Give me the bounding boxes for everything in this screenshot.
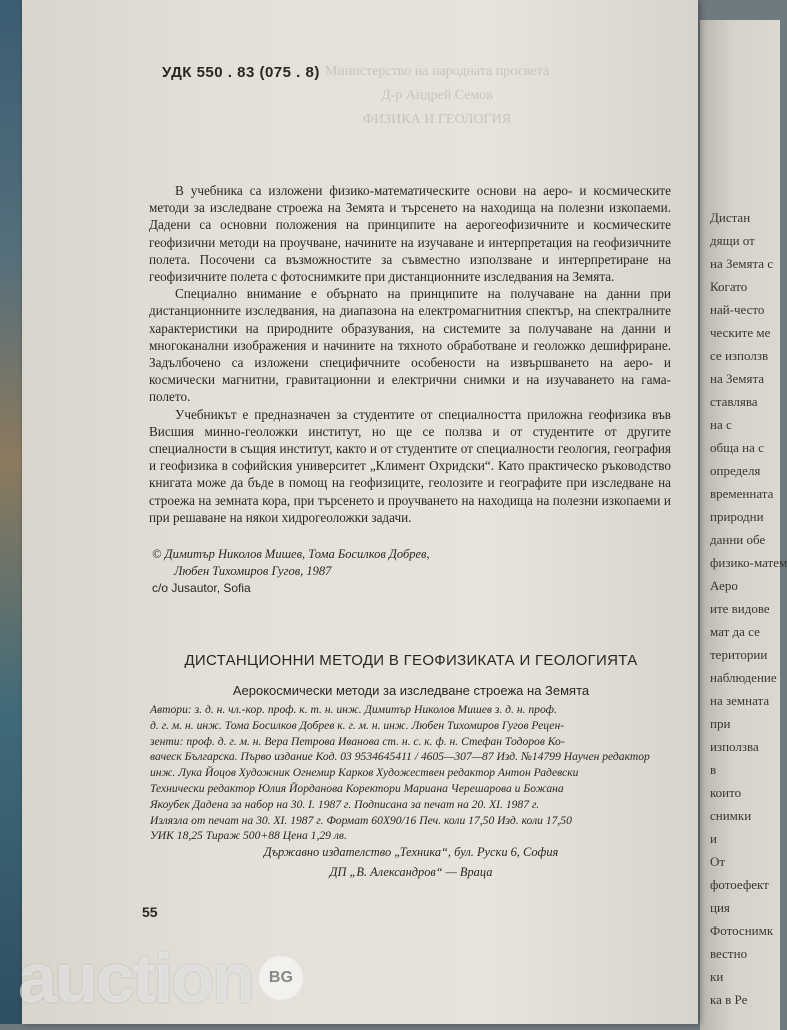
facing-page-line: временната — [710, 486, 774, 501]
facing-page-line: дящи от — [710, 233, 755, 248]
facing-page-line: Дистан — [710, 210, 751, 225]
imprint-line: д. г. м. н. инж. Тома Босилков Добрев к. г. м. н. инж. Любен Тихомиров Гугов Рецен- — [150, 718, 565, 732]
facing-page-line: ставлява — [710, 394, 758, 409]
facing-page-line: при — [710, 716, 731, 731]
facing-page-line: физико-матем — [710, 555, 787, 570]
facing-page-line: определя — [710, 463, 761, 478]
facing-page-line: вестно — [710, 946, 748, 961]
watermark-text: auction — [18, 939, 253, 1017]
show-through-text — [272, 60, 602, 132]
imprint-line: Автори: з. д. н. чл.-кор. проф. к. т. н. инж. Димитър Николов Мишев з. д. н. проф. — [150, 703, 557, 716]
copyright-authors-cont: Любен Тихомиров Гугов, 1987 — [174, 564, 332, 578]
imprint-line: Излязла от печат на 30. XI. 1987 г. Формат 60Х90/16 Печ. коли 17,50 Изд. коли 17,50 — [150, 813, 572, 827]
imprint-block — [150, 702, 672, 844]
facing-page-line: Фотоснимк — [710, 923, 774, 938]
auction-watermark — [18, 938, 303, 1018]
facing-page-line: в — [710, 762, 717, 777]
imprint-line: инж. Лука Йоцов Художник Огнемир Карков Художествен редактор Антон Радевски — [150, 766, 579, 780]
facing-page-line: обща на с — [710, 440, 764, 455]
imprint-line: Технически редактор Юлия Йорданова Коректори Мариана Черешарова и Божана — [150, 781, 564, 795]
facing-page-line: ка в Ре — [710, 992, 748, 1007]
abstract-paragraph: В учебника са изложени физико-математическите основи на аеро- и космическите методи за изследване строежа на Земята и търсенето на находища на полезни изкопаеми. Дадени са основни положения на принципите на аерогеофизичните и космическите геофизични методи на проучване, начините на изучаване и интерпретация на геофизичните полета. Посочени са възможностите за съвместно използване и интерпретиране на геофизичните полета с фотоснимките при дистанционните изследвания на Земята. — [149, 183, 671, 285]
copyright-notice — [152, 546, 572, 597]
facing-page-line: наблюдение — [710, 670, 777, 685]
abstract-paragraph: Специално внимание е обърнато на принципите на получаване на данни при дистанционните изследвания, на диапазона на електромагнитния спектър, на спектралните характеристики на природните образувания, на системите за получаване на данни и многоканални изображения и начините на тяхното обработване и геоложко дешифриране. Задълбочено са изложени специфичните особености на извършването на аеро- и космически магнитни, гравитационни и електрични снимки и на изучаването на гама-полето. — [149, 286, 671, 405]
imprint-line: ваческ Българска. Първо издание Код. 03 9534645411 / 4605—307—87 Изд. №14799 Научен редактор — [150, 750, 650, 764]
facing-page-line: ки — [710, 969, 724, 984]
facing-page-line: ция — [710, 900, 730, 915]
watermark-badge: BG — [259, 956, 303, 1000]
facing-page-line: използва — [710, 739, 759, 754]
facing-page-line: снимки — [710, 808, 752, 823]
facing-page-line: се използв — [710, 348, 769, 363]
printer-name: ДП „В. Александров“ — Враца — [329, 865, 493, 879]
book-subtitle: Аерокосмически методи за изследване строежа на Земята — [232, 683, 590, 698]
facing-page-line: на Земята — [710, 371, 765, 386]
abstract — [149, 182, 671, 526]
facing-page-line: които — [710, 785, 742, 800]
facing-page-line: данни обе — [710, 532, 766, 547]
facing-page-line: и — [710, 831, 717, 846]
facing-page-line: Аеро — [710, 578, 738, 593]
facing-page-line: мат да се — [710, 624, 760, 639]
copyright-authors: © Димитър Николов Мишев, Тома Босилков Добрев, — [152, 547, 430, 561]
facing-page-line: ческите ме — [710, 325, 771, 340]
page-number: 55 — [142, 904, 158, 920]
publisher-info — [150, 842, 672, 882]
udk-code: УДК 550 . 83 (075 . 8) — [162, 64, 320, 81]
facing-page — [700, 20, 787, 1030]
facing-page-line: на земната — [710, 693, 770, 708]
imprint-line: УИК 18,25 Тираж 500+88 Цена 1,29 лв. — [150, 829, 347, 843]
facing-page-line: на Земята с — [710, 256, 774, 271]
facing-page-line: Когато — [710, 279, 748, 294]
imprint-line: зенти: проф. д. г. м. н. Вера Петрова Иванова ст. н. с. к. ф. н. Стефан Тодоров Ко- — [150, 734, 565, 748]
facing-page-line: От — [710, 854, 726, 869]
book-page — [22, 0, 698, 1024]
show-through-line: Министерство на народната просвета — [324, 64, 550, 79]
facing-page-line: най-често — [710, 302, 765, 317]
publisher-name: Държавно издателство „Техника“, бул. Руски 6, София — [263, 845, 559, 859]
show-through-line: ФИЗИКА И ГЕОЛОГИЯ — [362, 112, 512, 127]
facing-page-line: територии — [710, 647, 768, 662]
facing-page-line: на с — [710, 417, 732, 432]
copyright-agency: c/o Jusautor, Sofia — [152, 581, 251, 595]
show-through-line: Д-р Андрей Семов — [381, 88, 493, 103]
facing-page-line: фотоефект — [710, 877, 769, 892]
abstract-paragraph: Учебникът е предназначен за студентите от специалността приложна геофизика във Висшия минно-геоложки институт, но ще се ползва и от студентите от другите специалности в същия институт, както и от студентите от специалности геология, география и геофизика в софийския университет „Климент Охридски“. Като практическо ръководство книгата може да бъде в помощ на геофизиците, геолозите и географите при изследване на строежа на земната кора, при търсенето и проучването на находища на полезни изкопаеми и при решаване на някои хидрогеоложки задачи. — [149, 406, 671, 525]
book-title: ДИСТАНЦИОННИ МЕТОДИ В ГЕОФИЗИКАТА И ГЕОЛОГИЯТА — [184, 652, 638, 669]
facing-page-line: ите видове — [710, 601, 770, 616]
facing-page-line: природни — [710, 509, 764, 524]
imprint-line: Якоубек Дадена за набор на 30. I. 1987 г. Подписана за печат на 20. XI. 1987 г. — [150, 797, 540, 811]
